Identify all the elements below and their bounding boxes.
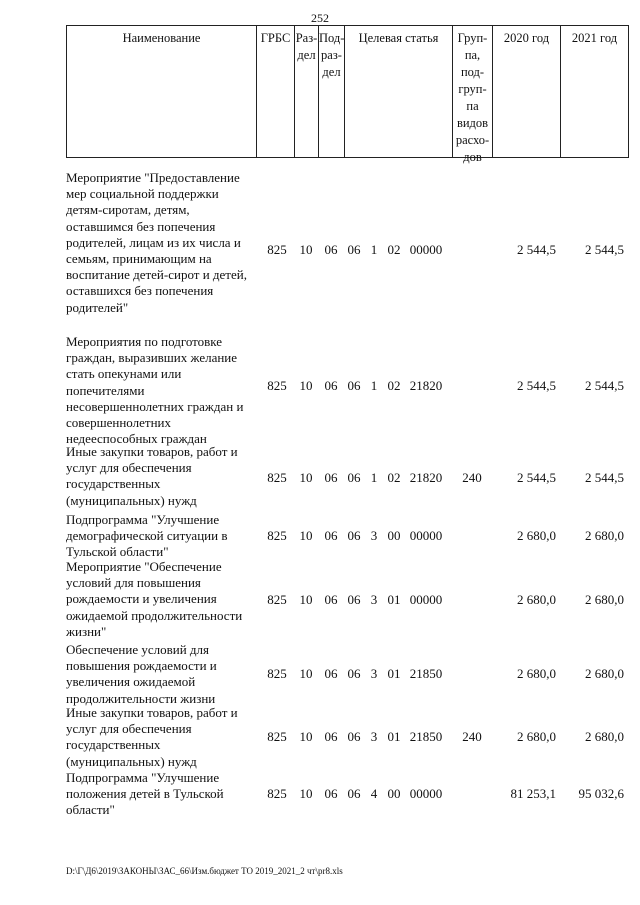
row-2021: 2 544,5 — [585, 242, 624, 257]
row-name: Обеспечение условий для повышения рождаемости и увеличения ожидаемой продолжительности жизни — [66, 642, 217, 706]
header-2020: 2020 год — [493, 26, 561, 157]
row-grbs: 825 — [267, 378, 287, 393]
row-ts1: 06 — [347, 242, 361, 257]
row-2020: 2 544,5 — [517, 242, 556, 257]
header-2021: 2021 год — [571, 31, 618, 45]
header-group: Груп- па, под- груп- па видов расхо- дов — [453, 26, 493, 157]
row-ts1: 06 — [347, 786, 361, 801]
row-ts3: 02 — [387, 470, 401, 485]
row-name: Иные закупки товаров, работ и услуг для обеспечения государственных (муниципальных) нужд — [66, 444, 238, 508]
row-razdel: 10 — [299, 729, 313, 744]
row-ts2: 3 — [370, 592, 378, 607]
row-grbs: 825 — [267, 666, 287, 681]
row-podrazdel: 06 — [324, 528, 338, 543]
row-ts4: 00000 — [409, 786, 443, 801]
row-name: Мероприятие "Обеспечение условий для повышения рождаемости и увеличения ожидаемой продолжительности жизни" — [66, 559, 243, 639]
row-ts4: 21850 — [409, 729, 443, 744]
row-ts1: 06 — [347, 592, 361, 607]
row-ts3: 01 — [387, 729, 401, 744]
row-ts3: 00 — [387, 528, 401, 543]
row-grbs: 825 — [267, 592, 287, 607]
row-podrazdel: 06 — [324, 592, 338, 607]
row-name: Мероприятия по подготовке граждан, выразивших желание стать опекунами или попечителями несовершеннолетних граждан и совершеннолетних недееспособных граждан — [66, 334, 244, 447]
header-razdel: Раз- дел — [295, 26, 319, 157]
row-group: 240 — [462, 470, 482, 485]
row-2020: 2 544,5 — [517, 470, 556, 485]
row-2021: 2 544,5 — [585, 470, 624, 485]
row-2021: 2 680,0 — [585, 592, 624, 607]
row-name: Подпрограмма "Улучшение демографической ситуации в Тульской области" — [66, 512, 228, 560]
row-ts1: 06 — [347, 378, 361, 393]
row-grbs: 825 — [267, 786, 287, 801]
row-ts4: 00000 — [409, 528, 443, 543]
row-ts2: 1 — [370, 470, 378, 485]
page-number: 252 — [311, 11, 329, 25]
row-2020: 2 680,0 — [517, 729, 556, 744]
row-grbs: 825 — [267, 470, 287, 485]
row-name: Мероприятие "Предоставление мер социальной поддержки детям-сиротам, детям, оставшимся без попечения родителей, лицам из их числа и семьям, принимающим на воспитание детей-сирот и детей, оставшихся без попечения родителей" — [66, 170, 247, 315]
row-2021: 2 680,0 — [585, 528, 624, 543]
row-grbs: 825 — [267, 528, 287, 543]
header-target: Целевая статья — [345, 26, 453, 157]
row-name: Подпрограмма "Улучшение положения детей в Тульской области" — [66, 770, 224, 818]
row-grbs: 825 — [267, 242, 287, 257]
row-ts3: 02 — [387, 242, 401, 257]
row-2021: 2 680,0 — [585, 666, 624, 681]
row-ts1: 06 — [347, 528, 361, 543]
table-header — [66, 25, 629, 164]
row-2020: 81 253,1 — [510, 786, 556, 801]
row-razdel: 10 — [299, 666, 313, 681]
header-podrazdel: Под- раз- дел — [319, 26, 345, 157]
row-podrazdel: 06 — [324, 470, 338, 485]
row-podrazdel: 06 — [324, 242, 338, 257]
row-2020: 2 544,5 — [517, 378, 556, 393]
row-ts2: 4 — [370, 786, 378, 801]
row-ts3: 01 — [387, 666, 401, 681]
row-ts4: 00000 — [409, 242, 443, 257]
row-ts4: 21850 — [409, 666, 443, 681]
row-ts3: 02 — [387, 378, 401, 393]
row-ts2: 1 — [370, 378, 378, 393]
row-razdel: 10 — [299, 528, 313, 543]
row-2020: 2 680,0 — [517, 528, 556, 543]
row-razdel: 10 — [299, 592, 313, 607]
row-podrazdel: 06 — [324, 666, 338, 681]
row-2021: 2 680,0 — [585, 729, 624, 744]
row-razdel: 10 — [299, 242, 313, 257]
row-ts2: 3 — [370, 528, 378, 543]
row-ts4: 21820 — [409, 470, 443, 485]
row-razdel: 10 — [299, 470, 313, 485]
footer-file-path: D:\Г\Д6\2019\ЗАКОНЫ\ЗАС_66\Изм.бюджет ТО 2019_2021_2 чт\pr8.xls — [66, 866, 343, 876]
row-2020: 2 680,0 — [517, 666, 556, 681]
row-2021: 95 032,6 — [578, 786, 624, 801]
row-podrazdel: 06 — [324, 786, 338, 801]
header-grbs: ГРБС — [257, 26, 295, 157]
row-name: Иные закупки товаров, работ и услуг для обеспечения государственных (муниципальных) нужд — [66, 705, 238, 769]
row-ts4: 00000 — [409, 592, 443, 607]
row-ts1: 06 — [347, 666, 361, 681]
row-ts2: 1 — [370, 242, 378, 257]
row-ts3: 01 — [387, 592, 401, 607]
row-grbs: 825 — [267, 729, 287, 744]
row-2021: 2 544,5 — [585, 378, 624, 393]
row-2020: 2 680,0 — [517, 592, 556, 607]
header-name: Наименование — [67, 26, 257, 157]
row-podrazdel: 06 — [324, 378, 338, 393]
row-ts2: 3 — [370, 666, 378, 681]
row-podrazdel: 06 — [324, 729, 338, 744]
row-razdel: 10 — [299, 786, 313, 801]
row-ts2: 3 — [370, 729, 378, 744]
row-razdel: 10 — [299, 378, 313, 393]
row-ts1: 06 — [347, 470, 361, 485]
row-group: 240 — [462, 729, 482, 744]
row-ts4: 21820 — [409, 378, 443, 393]
row-ts1: 06 — [347, 729, 361, 744]
row-ts3: 00 — [387, 786, 401, 801]
